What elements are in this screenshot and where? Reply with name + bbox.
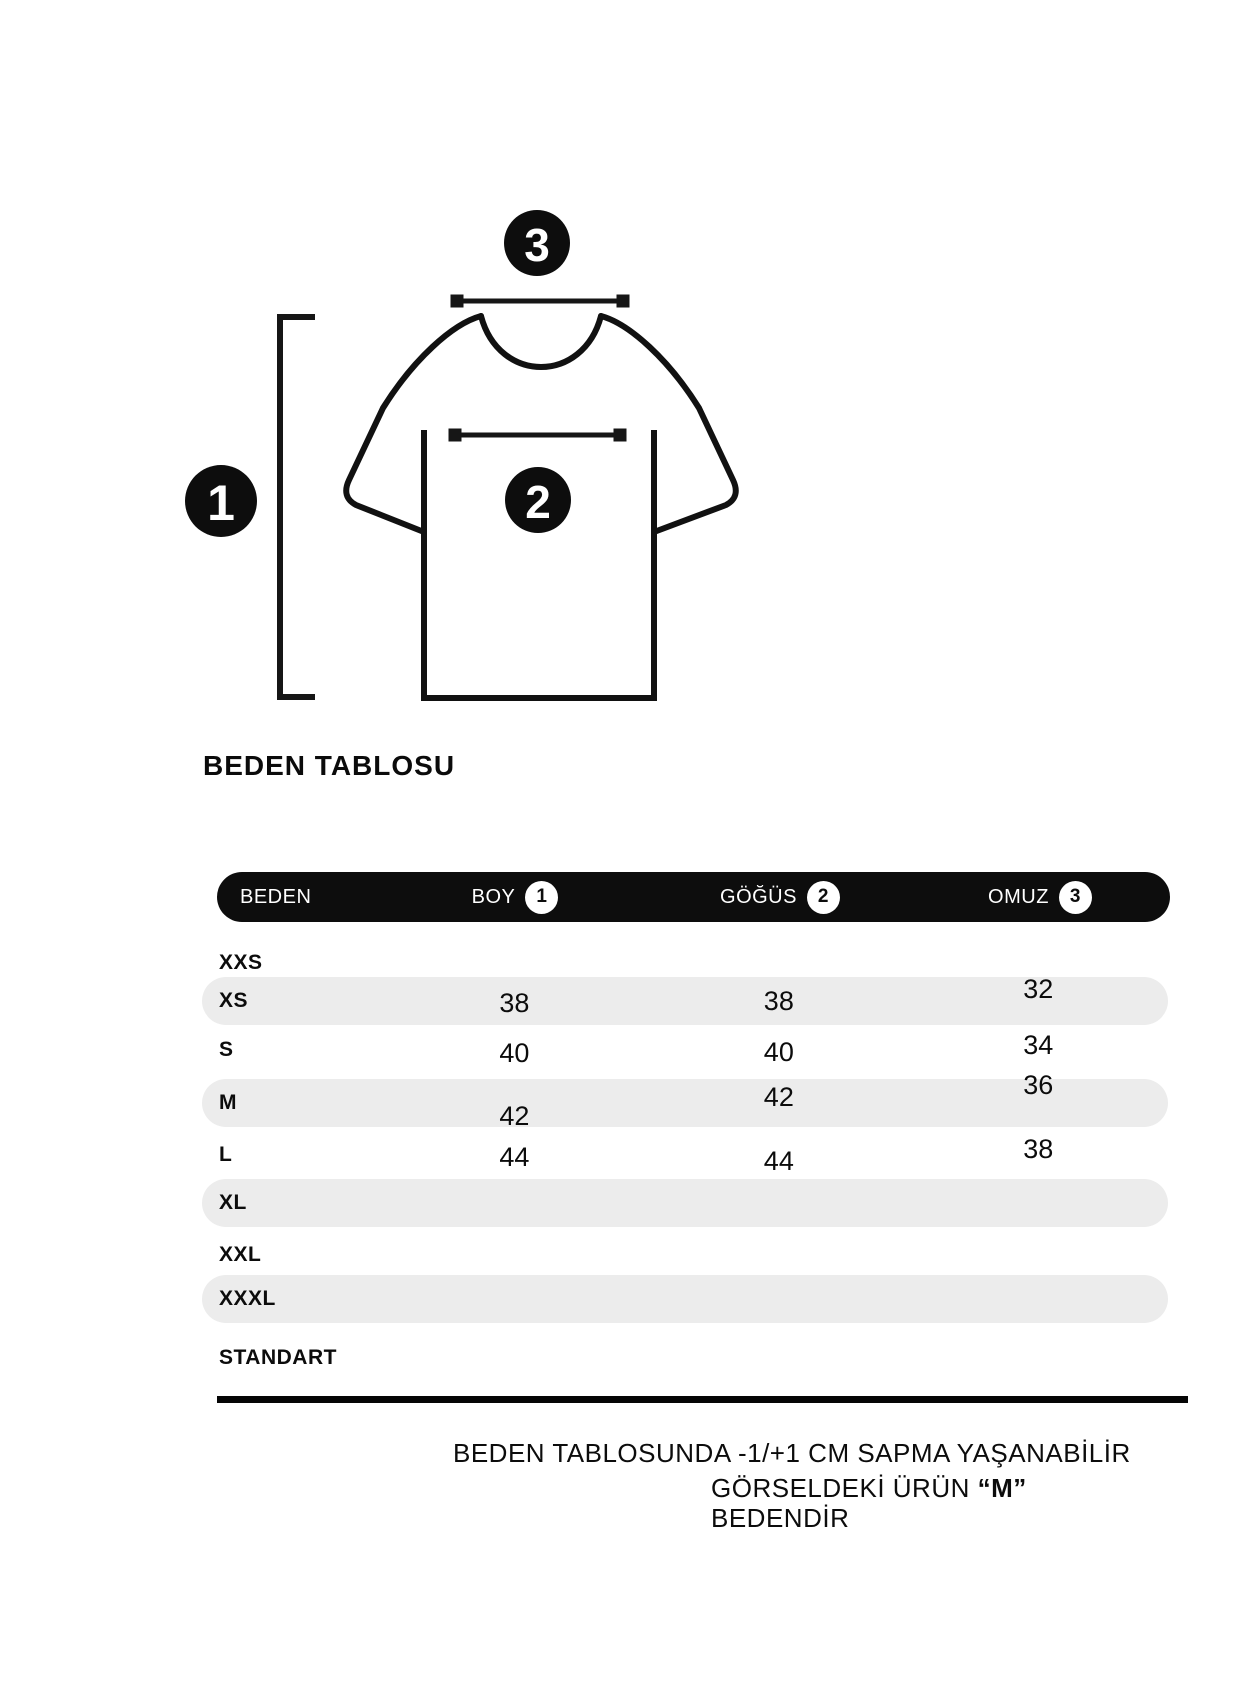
table-row-s xyxy=(202,1026,1168,1074)
omuz-value: 32 xyxy=(1023,973,1054,1004)
size-label: L xyxy=(219,1143,233,1166)
size-label: STANDART xyxy=(219,1346,337,1369)
table-row-xxl xyxy=(202,1231,1168,1279)
column-label: BOY xyxy=(471,885,516,908)
size-label: XXXL xyxy=(219,1287,276,1310)
gogus-value: 38 xyxy=(763,985,794,1016)
size-label: XXL xyxy=(219,1243,262,1266)
table-row-xxxl xyxy=(202,1275,1168,1323)
column-label: BEDEN xyxy=(240,885,312,908)
svg-text:3: 3 xyxy=(524,219,550,271)
deviation-note: BEDEN TABLOSUNDA -1/+1 CM SAPMA YAŞANABİLİR xyxy=(453,1438,1131,1468)
column-badge-1: 1 xyxy=(525,881,558,914)
boy-value: 42 xyxy=(499,1100,530,1131)
size-label: XS xyxy=(219,989,249,1012)
omuz-value: 34 xyxy=(1023,1029,1054,1060)
boy-value: 40 xyxy=(499,1037,530,1068)
size-label: XL xyxy=(219,1191,247,1214)
svg-text:1: 1 xyxy=(207,475,235,531)
size-table-title: BEDEN TABLOSU xyxy=(203,750,456,781)
column-badge-2: 2 xyxy=(807,881,840,914)
table-row-xs xyxy=(202,973,1168,1025)
table-row-l xyxy=(202,1131,1168,1179)
size-note xyxy=(453,1440,1193,1531)
gogus-value: 42 xyxy=(763,1081,794,1112)
omuz-value: 36 xyxy=(1023,1069,1054,1100)
model-size-value: “M” xyxy=(977,1473,1027,1503)
table-row-m xyxy=(202,1069,1168,1131)
column-badge-3: 3 xyxy=(1059,881,1092,914)
size-label: S xyxy=(219,1038,234,1061)
gogus-value: 40 xyxy=(763,1036,794,1067)
boy-value: 38 xyxy=(499,987,530,1018)
table-row-xl xyxy=(202,1179,1168,1227)
model-size-note xyxy=(711,1475,1193,1501)
boy-value: 44 xyxy=(499,1141,530,1172)
model-size-note-text: GÖRSELDEKİ ÜRÜN xyxy=(711,1473,978,1503)
model-size-note-tail: BEDENDİR xyxy=(711,1503,850,1533)
column-label: OMUZ xyxy=(988,885,1049,908)
column-label: GÖĞÜS xyxy=(720,885,797,908)
size-label: M xyxy=(219,1091,237,1114)
size-label: XXS xyxy=(219,951,263,974)
gogus-value: 44 xyxy=(763,1145,794,1176)
table-bottom-rule xyxy=(217,1396,1188,1403)
omuz-value: 38 xyxy=(1023,1133,1054,1164)
svg-text:2: 2 xyxy=(525,476,551,528)
table-row-standart xyxy=(202,1334,1168,1382)
